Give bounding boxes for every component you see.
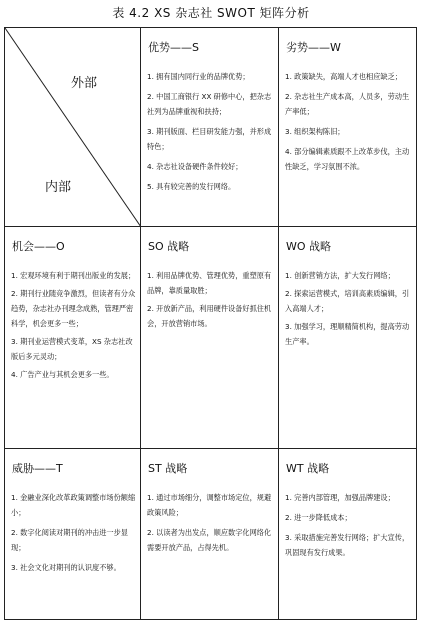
st-strategy-title: ST 战略 <box>148 462 188 475</box>
opportunities-list <box>11 268 140 382</box>
external-label: 外部 <box>71 76 98 91</box>
internal-label: 内部 <box>45 180 72 195</box>
weaknesses-list <box>285 69 416 174</box>
wo-strategy-list <box>285 268 416 349</box>
list-item: 1. 通过市场细分，调整市场定位，规避政策风险； <box>147 493 272 517</box>
corner-cell <box>5 28 141 227</box>
st-strategy-cell <box>141 449 279 620</box>
list-item: 2. 开放新产品，利用硬件设备好抓住机会，开放营销市场。 <box>147 304 272 328</box>
list-item: 1. 创新营销方法，扩大发行网络； <box>285 271 395 280</box>
list-item: 4. 杂志社设备硬件条件较好； <box>147 162 243 171</box>
list-item: 2. 中国工商银行 XX 研修中心，把杂志社列为品牌重视和扶持； <box>147 92 272 116</box>
list-item: 1. 政策缺失，高端人才也相应缺乏； <box>285 72 402 81</box>
table-caption: 表 4.2 XS 杂志社 SWOT 矩阵分析 <box>112 6 310 20</box>
wo-strategy-title: WO 战略 <box>286 240 332 253</box>
list-item: 3. 期刊版面、栏目研发能力强，并形成特色； <box>147 127 272 151</box>
list-item: 1. 宏观环境有利于期刊出版业的发展； <box>11 271 136 280</box>
strengths-title: 优势——S <box>148 41 199 54</box>
list-item: 5. 具有较完善的发行网络。 <box>147 182 236 191</box>
list-item: 3. 采取措施完善发行网络；扩大宣传，巩固现有发行成果。 <box>285 533 410 557</box>
list-item: 3. 加强学习，理顺精简机构，提高劳动生产率。 <box>285 322 410 346</box>
diagonal-line <box>5 28 141 227</box>
list-item: 2. 以读者为出发点，顺应数字化网络化需要开放产品，占得先机。 <box>147 528 272 552</box>
strengths-cell <box>141 28 279 227</box>
list-item: 1. 利用品牌优势、管理优势，重塑原有品牌，靠质量取胜； <box>147 271 272 295</box>
wt-strategy-cell <box>279 449 417 620</box>
list-item: 2. 数字化阅读对期刊的冲击进一步显现； <box>11 528 128 552</box>
so-strategy-cell <box>141 227 279 449</box>
wo-strategy-cell <box>279 227 417 449</box>
weaknesses-title: 劣势——W <box>286 41 341 54</box>
weaknesses-cell <box>279 28 417 227</box>
list-item: 3. 组织架构陈旧； <box>285 127 345 136</box>
wt-strategy-list <box>285 490 416 560</box>
list-item: 2. 探索运营模式，培训高素质编辑，引入高端人才； <box>285 289 410 313</box>
list-item: 1. 完善内部管理，加强品牌建设； <box>285 493 395 502</box>
so-strategy-list <box>147 268 278 331</box>
list-item: 2. 杂志社生产成本高，人员多，劳动生产率低； <box>285 92 410 116</box>
wt-strategy-title: WT 战略 <box>286 462 330 475</box>
so-strategy-title: SO 战略 <box>148 240 190 253</box>
threats-list <box>11 490 140 575</box>
list-item: 1. 金融业深化改革政策调整市场份额缩小； <box>11 493 136 517</box>
strengths-list <box>147 69 278 194</box>
list-item: 4. 部分编辑素质跟不上改革步伐，主动性缺乏，学习氛围不浓。 <box>285 147 410 171</box>
list-item: 1. 拥有国内同行业的品牌优势； <box>147 72 250 81</box>
threats-title: 威胁——T <box>12 462 63 475</box>
st-strategy-list <box>147 490 278 555</box>
list-item: 4. 广告产业与其机会更多一些。 <box>11 370 114 379</box>
list-item: 2. 期刊行业随竞争激烈，但读者有分众趋势，杂志社办刊理念成熟，管理严密科学，机会更多一些； <box>11 289 136 328</box>
swot-matrix-table <box>4 27 417 620</box>
list-item: 3. 社会文化对期刊的认识度不够。 <box>11 563 121 572</box>
opportunities-cell <box>5 227 141 449</box>
list-item: 3. 期刊业运营模式变革，XS 杂志社改版后多元灵动； <box>11 337 133 361</box>
threats-cell <box>5 449 141 620</box>
list-item: 2. 进一步降低成本； <box>285 513 352 522</box>
opportunities-title: 机会——O <box>12 240 65 253</box>
